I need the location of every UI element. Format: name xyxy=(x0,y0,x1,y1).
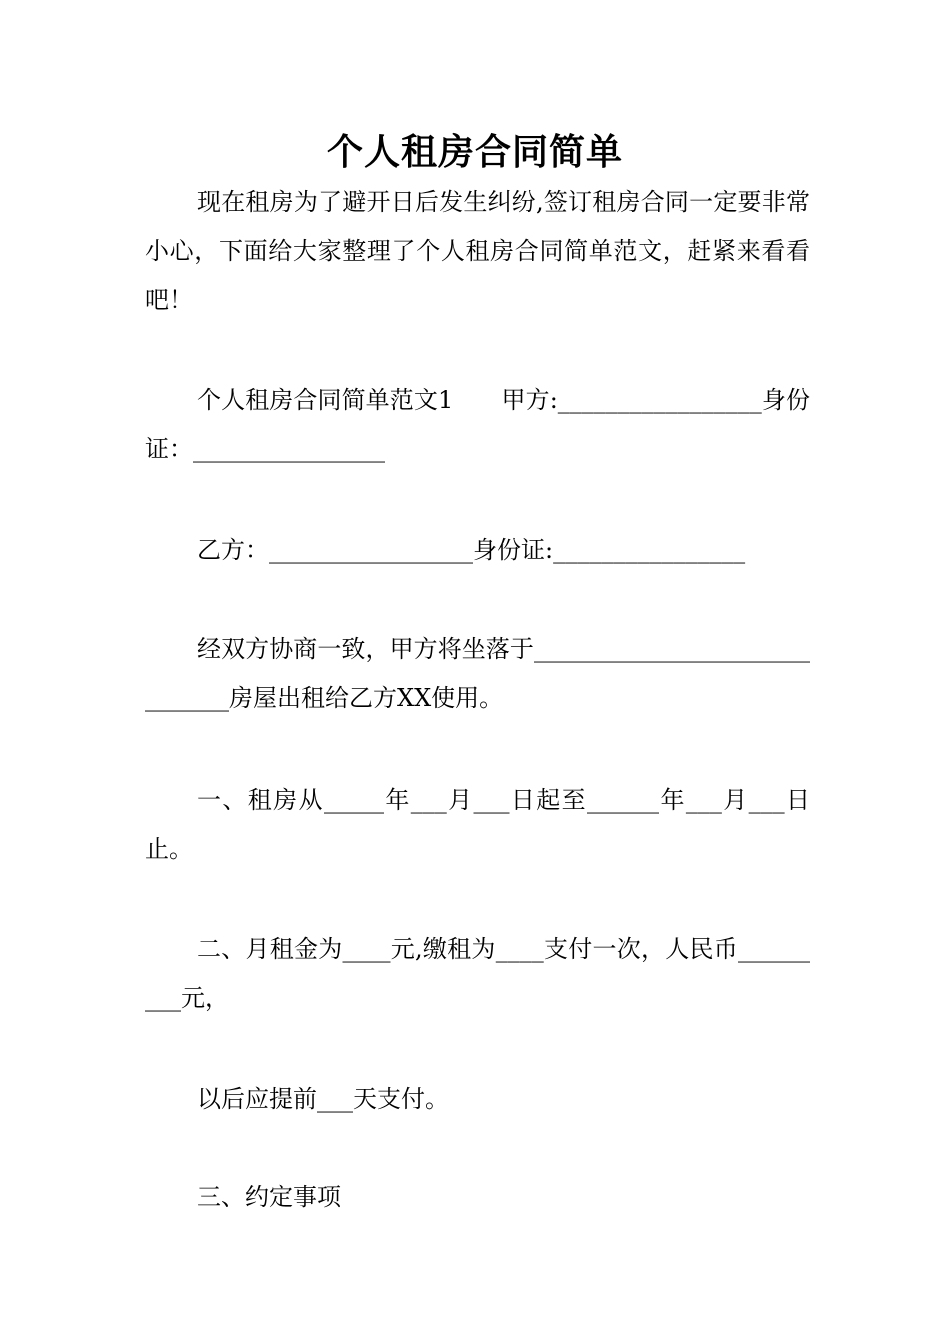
party-a-paragraph: 个人租房合同简单范文1 甲方:_________________身份证：________________ xyxy=(145,386,810,463)
property-location-paragraph: 经双方协商一致，甲方将坐落于______________________________房屋出租给乙方XX使用。 xyxy=(145,635,810,712)
payment-advance-paragraph: 以后应提前___天支付。 xyxy=(197,1085,449,1113)
party-b-paragraph: 乙方：_________________身份证:________________ xyxy=(197,536,746,564)
rent-amount-paragraph: 二、月租金为____元,缴租为____支付一次，人民币_________元， xyxy=(145,935,810,1012)
intro-paragraph: 现在租房为了避开日后发生纠纷,签订租房合同一定要非常小心，下面给大家整理了个人租房合同简单范文，赶紧来看看吧！ xyxy=(145,188,810,314)
document-title: 个人租房合同简单 xyxy=(326,131,623,173)
lease-term-paragraph: 一、租房从_____年___月___日起至______年___月___日止。 xyxy=(145,786,810,863)
agreed-items-heading: 三、约定事项 xyxy=(197,1183,341,1211)
